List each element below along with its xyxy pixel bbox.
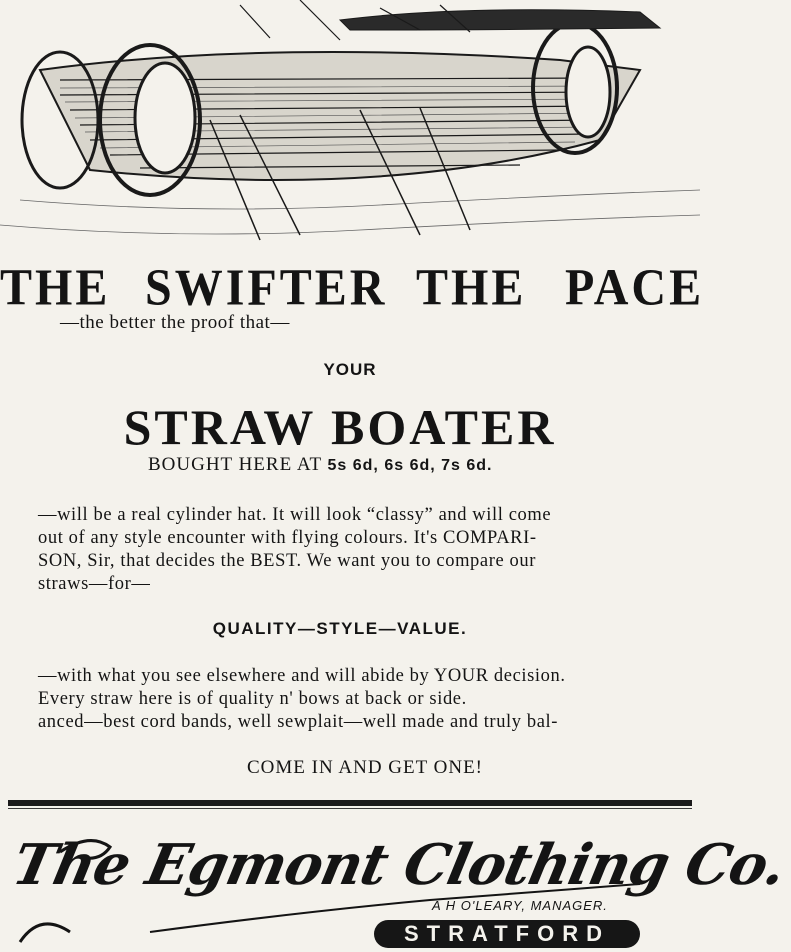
body-line: straws—for— [38,574,151,594]
manager-name: A H O'LEARY, MANAGER. [432,898,608,913]
location-label: STRATFORD [403,921,611,946]
headline-word-2: SWIFTER [145,259,388,317]
body-line: —will be a real cylinder hat. It will look “classy” and will come [38,505,552,525]
body-line: out of any style encounter with flying colours. It's COMPARI- [38,528,537,548]
body-line: Every straw here is of quality n' bows at back or side. [38,689,467,709]
subheadline: —the better the proof that— [60,312,290,333]
product-title: STRAW BOATER [123,399,557,455]
racing-boat-illustration [0,0,700,255]
divider-rule [8,800,692,806]
your-label: YOUR [323,360,377,379]
body-line: —with what you see elsewhere and will abide by YOUR decision. [38,666,566,686]
call-to-action: COME IN AND GET ONE! [246,757,484,778]
store-logo: The Egmont Clothing Co. [6,832,791,898]
price-line [148,454,492,476]
price-values: 5s 6d, 6s 6d, 7s 6d. [327,457,493,474]
quality-slogan: QUALITY—STYLE—VALUE. [212,619,468,638]
divider-rule-thin [8,808,692,809]
headline-word-3: THE [416,259,527,317]
price-label: BOUGHT HERE AT [148,454,322,475]
headline-word-4: PACE [565,259,705,317]
body-line: anced—best cord bands, well sewplait—well made and truly bal- [38,712,559,732]
body-line: SON, Sir, that decides the BEST. We want you to compare our [38,551,536,571]
headline-word-1: THE [0,259,111,317]
